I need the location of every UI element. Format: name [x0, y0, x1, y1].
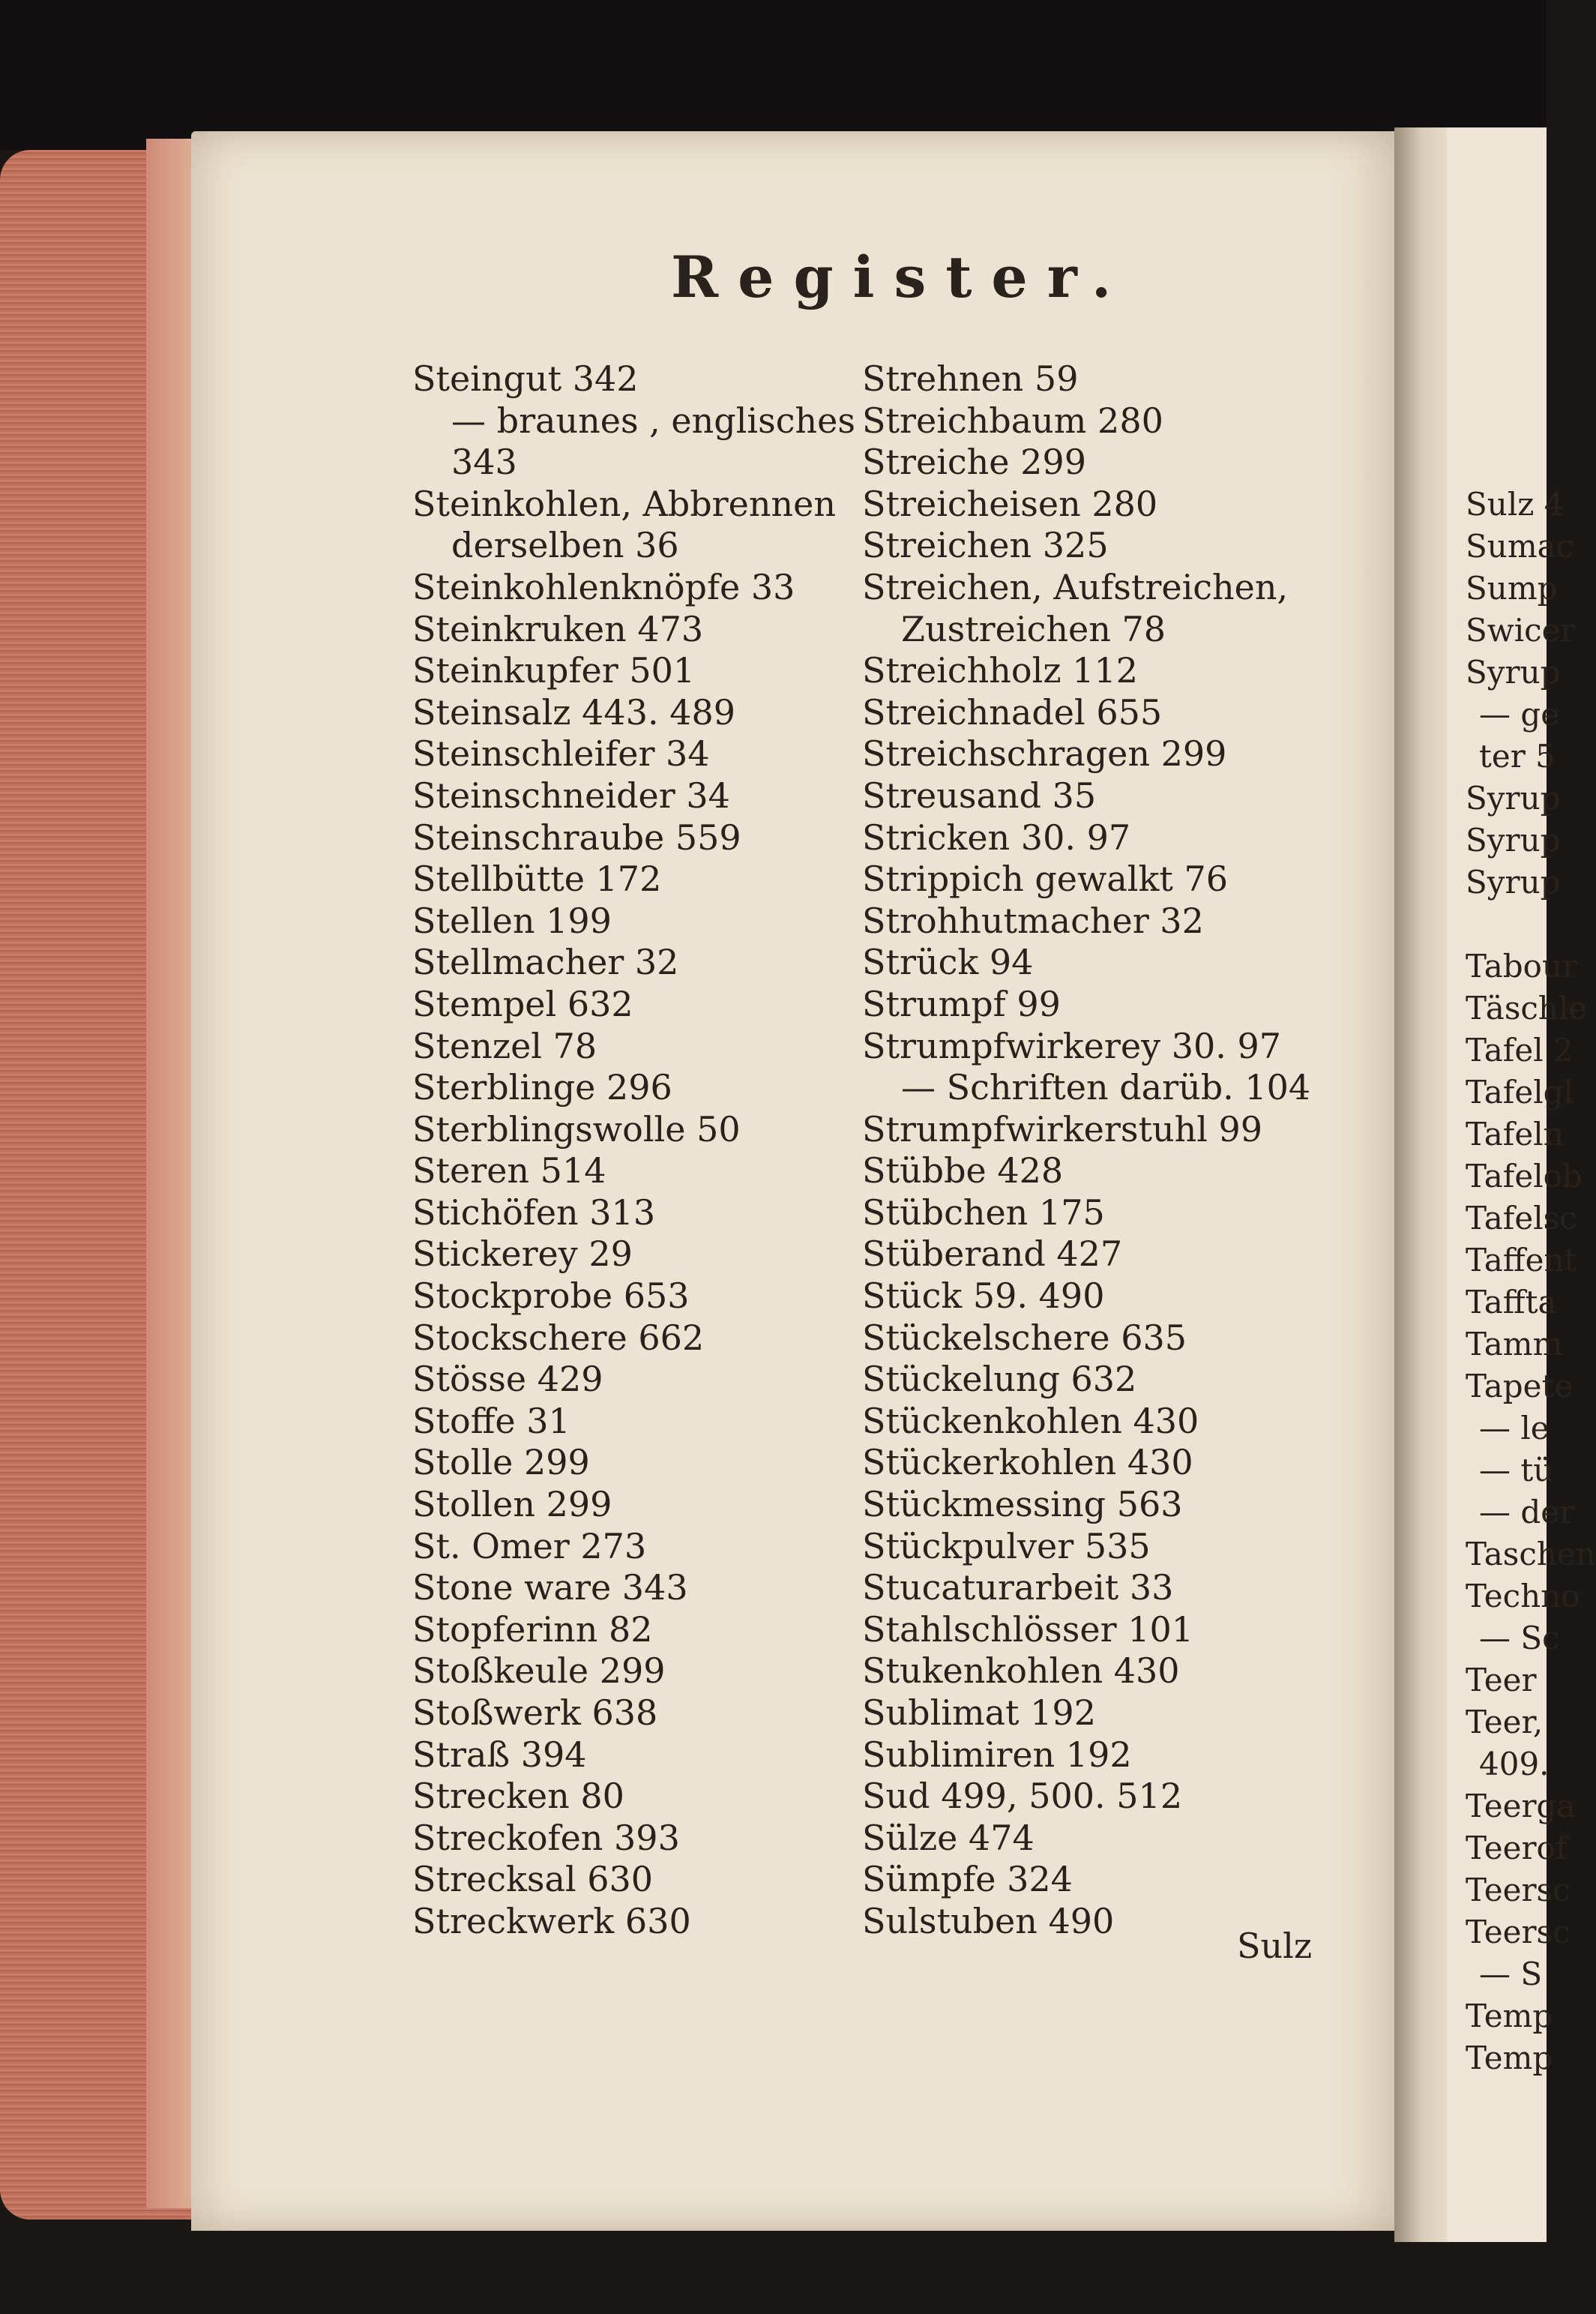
index-entry: Stollen 299	[412, 1484, 612, 1525]
index-entry: Strehnen 59	[862, 358, 1079, 399]
index-entry: Stone ware 343	[412, 1567, 688, 1608]
index-entry: Strück 94	[862, 942, 1034, 983]
index-entry: Stolle 299	[412, 1442, 590, 1483]
index-entry: Steinkohlenknöpfe 33	[412, 566, 795, 607]
index-entry: Stückpulver 535	[862, 1525, 1151, 1566]
index-entry: Streicheisen 280	[862, 483, 1158, 524]
next-page-fragment: Tabour	[1466, 948, 1578, 985]
left-index-column	[412, 358, 855, 1943]
index-entry: Sublimat 192	[862, 1692, 1096, 1733]
next-page-fragment: Taschen	[1466, 1536, 1596, 1572]
next-page-fragment: Sump	[1466, 570, 1558, 607]
index-entry: Stückerkohlen 430	[862, 1442, 1193, 1483]
index-entry: Sümpfe 324	[862, 1859, 1073, 1900]
next-page-fragment: Techno	[1466, 1578, 1580, 1614]
next-page-fragment: Teer,	[1466, 1704, 1544, 1740]
index-entry: Streckwerk 630	[412, 1900, 691, 1941]
index-entry: Stockprobe 653	[412, 1275, 690, 1317]
next-page-fragment: Temp	[1466, 2040, 1553, 2076]
next-page-fragment: Taffent	[1466, 1242, 1577, 1278]
index-entry: Sublimiren 192	[862, 1734, 1132, 1775]
next-page-fragment: — Sc	[1479, 1620, 1560, 1656]
index-entry: Strumpf 99	[862, 983, 1061, 1024]
next-page	[1447, 127, 1596, 2242]
next-page-fragment: — tü	[1479, 1452, 1554, 1488]
index-entry: Stahlschlösser 101	[862, 1608, 1194, 1650]
next-page-fragment: Sulz 4	[1466, 486, 1565, 523]
next-page-fragment: — ge	[1479, 696, 1560, 733]
index-entry: Strecksal 630	[412, 1859, 654, 1900]
index-entry: Stoffe 31	[412, 1400, 570, 1441]
index-entry: Stickerey 29	[412, 1233, 633, 1275]
index-entry: Stopferinn 82	[412, 1608, 653, 1650]
index-entry: derselben 36	[451, 525, 679, 566]
index-entry: Sud 499, 500. 512	[862, 1776, 1183, 1817]
index-entry: Sulstuben 490	[862, 1900, 1115, 1941]
next-page-fragment: — le	[1479, 1410, 1550, 1446]
index-entry: Sterblinge 296	[412, 1067, 672, 1108]
index-entry: Steinkohlen, Abbrennen	[412, 483, 836, 524]
index-entry: Strumpfwirkerstuhl 99	[862, 1108, 1263, 1150]
index-entry: Straß 394	[412, 1734, 587, 1775]
index-entry: 343	[451, 442, 517, 483]
index-entry: Steinkruken 473	[412, 608, 704, 649]
index-entry: Streichen 325	[862, 525, 1109, 566]
index-entry: Stukenkohlen 430	[862, 1650, 1180, 1692]
index-entry: Streiche 299	[862, 442, 1086, 483]
index-entry: Streckofen 393	[412, 1817, 680, 1858]
dark-background	[0, 0, 1547, 150]
next-page-fragment: Tafelob	[1466, 1158, 1583, 1194]
next-page-fragment: 409.	[1479, 1746, 1550, 1782]
next-page-fragment: Tafeln	[1466, 1116, 1564, 1153]
index-entry: Steinschraube 559	[412, 817, 741, 858]
index-entry: Steingut 342	[412, 358, 639, 399]
next-page-fragment: Syrup	[1466, 780, 1561, 817]
index-entry: Streichholz 112	[862, 650, 1138, 691]
index-entry: Streusand 35	[862, 775, 1097, 816]
page-title: Register.	[671, 244, 1131, 310]
index-entry: Stichöfen 313	[412, 1191, 656, 1233]
next-page-fragment: Täschle	[1466, 990, 1588, 1027]
index-entry: Streichnadel 655	[862, 691, 1163, 733]
next-page-fragment: Tafelsc	[1466, 1200, 1577, 1236]
index-entry: Stenzel 78	[412, 1025, 597, 1066]
index-entry: — braunes , englisches	[451, 400, 855, 441]
next-page-fragment: Syrup	[1466, 654, 1561, 691]
index-entry: Stoßkeule 299	[412, 1650, 666, 1692]
index-entry: Stückenkohlen 430	[862, 1400, 1199, 1441]
next-page-fragment: Tapete	[1466, 1368, 1574, 1404]
next-page-fragment: — S	[1479, 1956, 1543, 1992]
index-entry: Steinschleifer 34	[412, 733, 710, 775]
next-page-fragment: Teer	[1466, 1662, 1537, 1698]
index-entry: Strumpfwirkerey 30. 97	[862, 1025, 1282, 1066]
index-entry: Steinschneider 34	[412, 775, 730, 816]
index-entry: Strippich gewalkt 76	[862, 859, 1229, 900]
index-entry: Streichen, Aufstreichen,	[862, 566, 1289, 607]
next-page-fragment: ter 5	[1479, 738, 1556, 775]
index-entry: Stempel 632	[412, 983, 633, 1024]
index-entry: Stück 59. 490	[862, 1275, 1105, 1317]
index-entry: Steinkupfer 501	[412, 650, 696, 691]
next-page-fragment: Teerga	[1466, 1788, 1576, 1824]
index-entry: Steinsalz 443. 489	[412, 691, 736, 733]
next-page-fragment: Swicer	[1466, 612, 1576, 649]
next-page-fragment: Tafelgl	[1466, 1074, 1574, 1111]
next-page-fragment-column	[1466, 484, 1596, 2079]
index-entry: Stückmessing 563	[862, 1484, 1183, 1525]
next-page-fragment: Teersc	[1466, 1914, 1571, 1950]
index-entry: Stösse 429	[412, 1359, 603, 1400]
index-entry: Strohhutmacher 32	[862, 900, 1204, 941]
next-page-fragment: Teerof	[1466, 1830, 1568, 1866]
next-page-fragment: Taffta	[1466, 1284, 1557, 1320]
index-entry: Strecken 80	[412, 1776, 624, 1817]
index-entry: Stoßwerk 638	[412, 1692, 658, 1733]
index-entry: Steren 514	[412, 1150, 606, 1191]
index-entry: — Schriften darüb. 104	[901, 1067, 1311, 1108]
index-entry: Sterblingswolle 50	[412, 1108, 741, 1150]
next-page-fragment: Tafel 2	[1466, 1032, 1574, 1069]
index-entry: Streichbaum 280	[862, 400, 1163, 441]
next-page-fragment: — der	[1479, 1494, 1575, 1530]
index-entry: Sülze 474	[862, 1817, 1035, 1858]
index-entry: Streichschragen 299	[862, 733, 1227, 775]
next-page-fragment: Teersc	[1466, 1872, 1571, 1908]
index-entry: Stellbütte 172	[412, 859, 662, 900]
index-entry: Stüberand 427	[862, 1233, 1123, 1275]
index-entry: Stricken 30. 97	[862, 817, 1131, 858]
index-entry: Stellmacher 32	[412, 942, 679, 983]
next-page-fragment: Syrup	[1466, 864, 1561, 901]
index-entry: St. Omer 273	[412, 1525, 647, 1566]
next-page-fragment: Tamm	[1466, 1326, 1563, 1362]
index-entry: Stübbe 428	[862, 1150, 1064, 1191]
index-entry: Stockschere 662	[412, 1317, 705, 1358]
right-index-column	[862, 358, 1310, 1943]
index-entry: Stückelschere 635	[862, 1317, 1187, 1358]
index-entry: Stucaturarbeit 33	[862, 1567, 1174, 1608]
next-page-fragment: Sumac	[1466, 528, 1574, 565]
next-page-fragment	[1466, 904, 1596, 946]
index-entry: Stellen 199	[412, 900, 612, 941]
catchword: Sulz	[1237, 1926, 1313, 1966]
index-entry: Stückelung 632	[862, 1359, 1137, 1400]
index-entry: Stübchen 175	[862, 1191, 1105, 1233]
next-page-fragment: Temp	[1466, 1998, 1553, 2034]
index-entry: Zustreichen 78	[901, 608, 1166, 649]
next-page-fragment: Syrup	[1466, 822, 1561, 859]
